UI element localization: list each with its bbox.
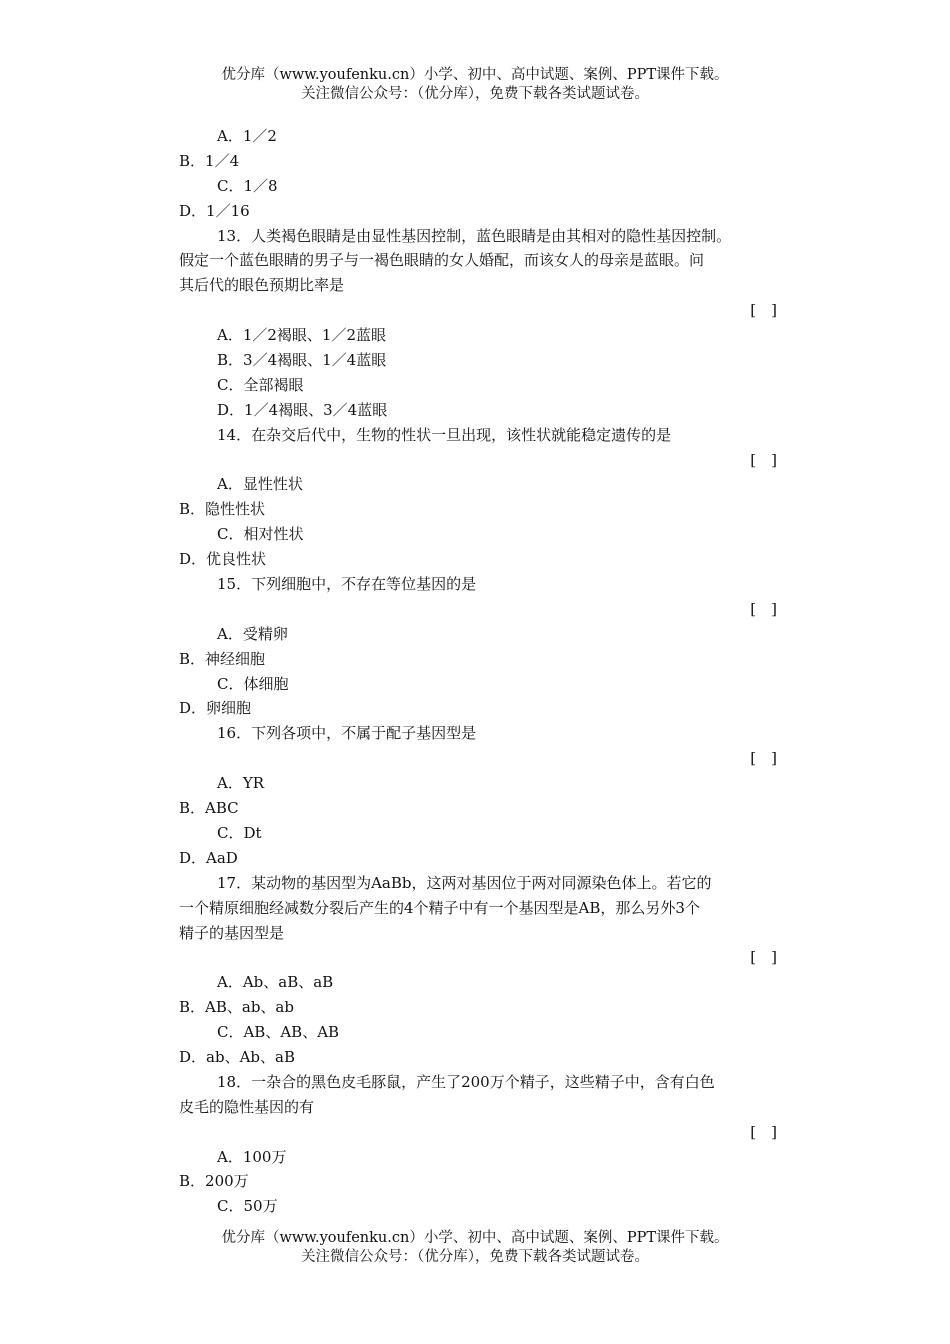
q13-option-a: A．1／2褐眼、1／2蓝眼: [217, 326, 387, 345]
q17-option-a: A．Ab、aB、aB: [217, 973, 334, 992]
q18-option-a: A．100万: [217, 1147, 287, 1166]
q14-stem-line-1: 14．在杂交后代中，生物的性状一旦出现，该性状就能稳定遗传的是: [217, 425, 672, 444]
q18-stem-line-1: 18．一杂合的黑色皮毛豚鼠，产生了200万个精子，这些精子中，含有白色: [217, 1072, 715, 1091]
q16-answer-bracket: [ ]: [750, 749, 777, 768]
header-line-2: 关注微信公众号：（优分库），免费下载各类试题试卷。: [301, 86, 649, 102]
footer-line-1: 优分库（www.youfenku.cn）小学、初中、高中试题、案例、PPT课件下载。: [221, 1230, 729, 1246]
q13-answer-bracket: [ ]: [750, 301, 777, 320]
q16-option-c: C．Dt: [217, 823, 262, 842]
q17-option-d: D．ab、Ab、aB: [179, 1047, 295, 1066]
q17-stem-line-3: 精子的基因型是: [179, 923, 285, 942]
q18-option-c: C．50万: [217, 1197, 278, 1216]
q13-option-d: D．1／4褐眼、3／4蓝眼: [217, 400, 388, 419]
q15-option-c: C．体细胞: [217, 674, 289, 693]
q13-option-b: B．3／4褐眼、1／4蓝眼: [217, 351, 387, 370]
q16-option-d: D．AaD: [179, 848, 238, 867]
q15-option-b: B．神经细胞: [179, 649, 266, 668]
q14-answer-bracket: [ ]: [750, 450, 777, 469]
q12-option-d: D．1／16: [179, 201, 250, 220]
footer-line-2: 关注微信公众号：（优分库），免费下载各类试题试卷。: [301, 1249, 649, 1265]
q16-option-b: B．ABC: [179, 799, 239, 818]
q18-answer-bracket: [ ]: [750, 1122, 777, 1141]
q18-option-b: B．200万: [179, 1172, 249, 1191]
q12-option-a: A．1／2: [217, 127, 277, 145]
q15-stem-line-1: 15．下列细胞中，不存在等位基因的是: [217, 575, 477, 594]
q17-option-c: C．AB、AB、AB: [217, 1023, 340, 1042]
q18-stem-line-2: 皮毛的隐性基因的有: [179, 1097, 315, 1116]
q16-option-a: A．YR: [217, 774, 265, 793]
q14-option-a: A．显性性状: [217, 475, 303, 494]
q17-option-b: B．AB、ab、ab: [179, 998, 294, 1017]
q13-stem-line-2: 假定一个蓝色眼睛的男子与一褐色眼睛的女人婚配，而该女人的母亲是蓝眼。问: [179, 251, 705, 270]
q12-option-c: C．1／8: [217, 176, 278, 195]
page-header: [0, 66, 950, 104]
q17-answer-bracket: [ ]: [750, 948, 777, 967]
q17-stem-line-1: 17．某动物的基因型为AaBb，这两对基因位于两对同源染色体上。若它的: [217, 873, 712, 892]
q13-stem-line-1: 13．人类褐色眼睛是由显性基因控制，蓝色眼睛是由其相对的隐性基因控制。: [217, 226, 732, 245]
q15-option-a: A．受精卵: [217, 624, 288, 643]
q14-option-b: B．隐性性状: [179, 500, 266, 519]
page-footer: [0, 1229, 950, 1267]
q16-stem-line-1: 16．下列各项中，不属于配子基因型是: [217, 724, 477, 743]
q15-answer-bracket: [ ]: [750, 599, 777, 618]
q13-option-c: C．全部褐眼: [217, 375, 304, 394]
question-content: [179, 124, 779, 1219]
q13-stem-line-3: 其后代的眼色预期比率是: [179, 276, 345, 295]
q14-option-c: C．相对性状: [217, 525, 304, 544]
q17-stem-line-2: 一个精原细胞经减数分裂后产生的4个精子中有一个基因型是AB，那么另外3个: [179, 898, 700, 917]
q12-option-b: B．1／4: [179, 151, 240, 170]
q15-option-d: D．卵细胞: [179, 699, 252, 718]
header-line-1: 优分库（www.youfenku.cn）小学、初中、高中试题、案例、PPT课件下载。: [221, 67, 729, 83]
q14-option-d: D．优良性状: [179, 550, 267, 569]
